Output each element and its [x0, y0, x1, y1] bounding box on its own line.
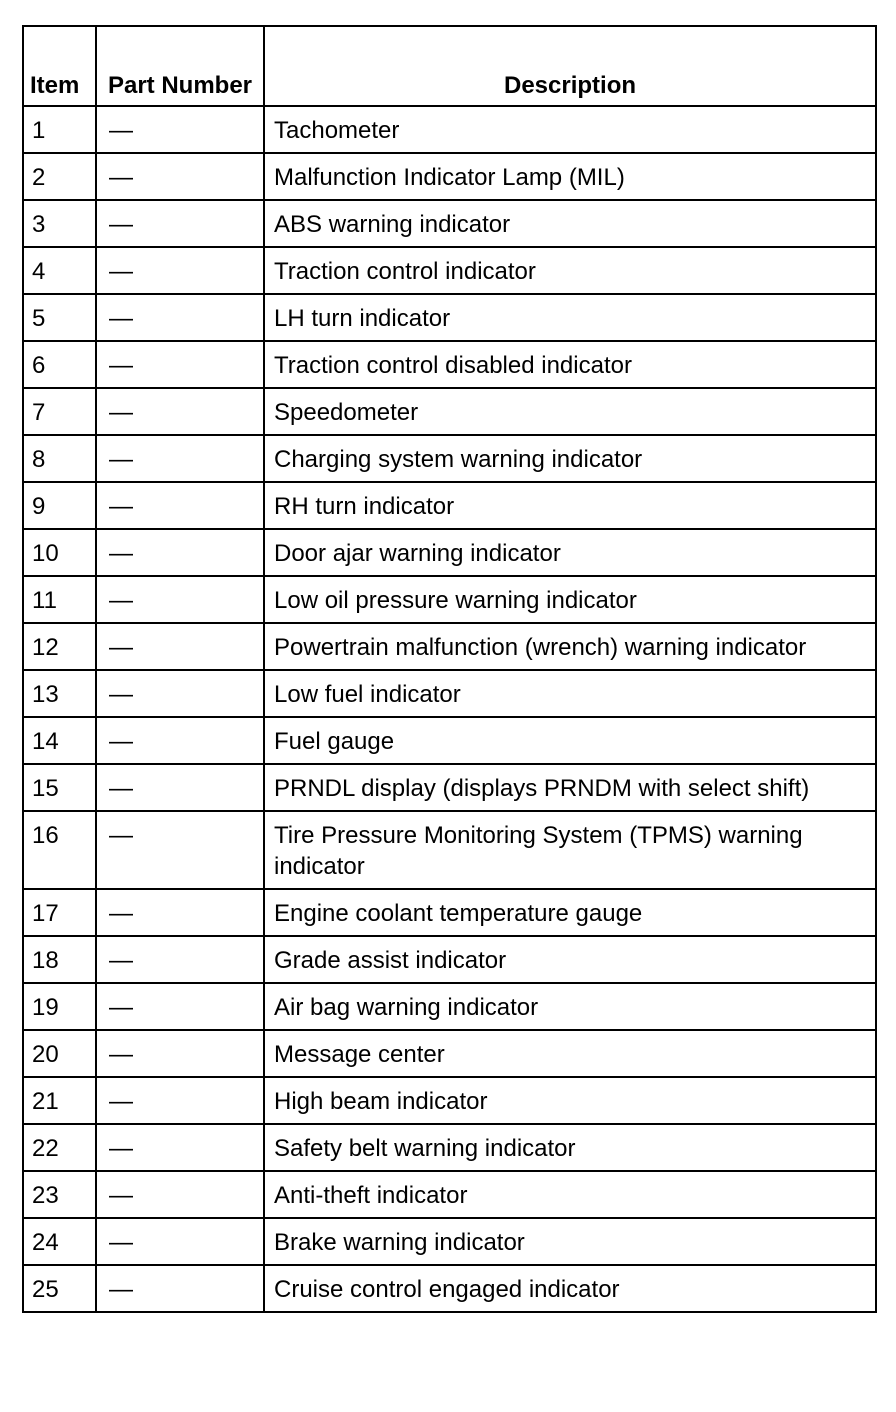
table-row	[23, 106, 876, 153]
description: Traction control disabled indicator	[264, 341, 876, 388]
table-row	[23, 1030, 876, 1077]
table-body	[23, 106, 876, 1312]
item-number: 5	[23, 294, 96, 341]
description: Low fuel indicator	[264, 670, 876, 717]
table-row	[23, 1218, 876, 1265]
item-number: 6	[23, 341, 96, 388]
part-number: —	[96, 1171, 264, 1218]
table-row	[23, 341, 876, 388]
item-number: 25	[23, 1265, 96, 1312]
table-row	[23, 936, 876, 983]
description: High beam indicator	[264, 1077, 876, 1124]
part-number: —	[96, 529, 264, 576]
description: Air bag warning indicator	[264, 983, 876, 1030]
table-row	[23, 482, 876, 529]
table-header-row	[23, 26, 876, 106]
item-number: 14	[23, 717, 96, 764]
table-row	[23, 294, 876, 341]
description: Door ajar warning indicator	[264, 529, 876, 576]
item-number: 19	[23, 983, 96, 1030]
description: Grade assist indicator	[264, 936, 876, 983]
description: Speedometer	[264, 388, 876, 435]
item-number: 23	[23, 1171, 96, 1218]
part-number: —	[96, 1077, 264, 1124]
part-number: —	[96, 106, 264, 153]
part-number: —	[96, 576, 264, 623]
item-number: 12	[23, 623, 96, 670]
item-number: 11	[23, 576, 96, 623]
part-number: —	[96, 388, 264, 435]
part-number: —	[96, 247, 264, 294]
part-number: —	[96, 670, 264, 717]
item-number: 22	[23, 1124, 96, 1171]
description: Low oil pressure warning indicator	[264, 576, 876, 623]
part-number: —	[96, 153, 264, 200]
table-row	[23, 1265, 876, 1312]
part-number: —	[96, 1218, 264, 1265]
table-row	[23, 1171, 876, 1218]
item-number: 9	[23, 482, 96, 529]
table-row	[23, 247, 876, 294]
part-number: —	[96, 811, 264, 889]
parts-table-container	[22, 25, 875, 1313]
description: Malfunction Indicator Lamp (MIL)	[264, 153, 876, 200]
part-number: —	[96, 717, 264, 764]
table-row	[23, 717, 876, 764]
description: Cruise control engaged indicator	[264, 1265, 876, 1312]
part-number: —	[96, 294, 264, 341]
item-number: 4	[23, 247, 96, 294]
description: Powertrain malfunction (wrench) warning indicator	[264, 623, 876, 670]
item-number: 16	[23, 811, 96, 889]
table-row	[23, 764, 876, 811]
table-row	[23, 811, 876, 889]
table-row	[23, 388, 876, 435]
part-number: —	[96, 983, 264, 1030]
item-number: 7	[23, 388, 96, 435]
table-row	[23, 1077, 876, 1124]
part-number: —	[96, 341, 264, 388]
table-row	[23, 1124, 876, 1171]
item-number: 3	[23, 200, 96, 247]
parts-table	[22, 25, 877, 1313]
table-row	[23, 576, 876, 623]
table-row	[23, 983, 876, 1030]
item-number: 21	[23, 1077, 96, 1124]
item-number: 2	[23, 153, 96, 200]
table-row	[23, 435, 876, 482]
header-item: Item	[23, 26, 96, 106]
part-number: —	[96, 1265, 264, 1312]
item-number: 20	[23, 1030, 96, 1077]
header-description: Description	[264, 26, 876, 106]
item-number: 24	[23, 1218, 96, 1265]
description: Safety belt warning indicator	[264, 1124, 876, 1171]
part-number: —	[96, 623, 264, 670]
description: Anti-theft indicator	[264, 1171, 876, 1218]
description: Tire Pressure Monitoring System (TPMS) warning indicator	[264, 811, 876, 889]
description: Traction control indicator	[264, 247, 876, 294]
table-row	[23, 623, 876, 670]
part-number: —	[96, 1124, 264, 1171]
table-row	[23, 889, 876, 936]
item-number: 13	[23, 670, 96, 717]
part-number: —	[96, 435, 264, 482]
table-row	[23, 153, 876, 200]
part-number: —	[96, 200, 264, 247]
description: Tachometer	[264, 106, 876, 153]
description: Charging system warning indicator	[264, 435, 876, 482]
description: Fuel gauge	[264, 717, 876, 764]
table-row	[23, 200, 876, 247]
description: RH turn indicator	[264, 482, 876, 529]
item-number: 10	[23, 529, 96, 576]
description: ABS warning indicator	[264, 200, 876, 247]
description: Engine coolant temperature gauge	[264, 889, 876, 936]
item-number: 18	[23, 936, 96, 983]
part-number: —	[96, 1030, 264, 1077]
item-number: 8	[23, 435, 96, 482]
description: Brake warning indicator	[264, 1218, 876, 1265]
description: LH turn indicator	[264, 294, 876, 341]
part-number: —	[96, 936, 264, 983]
part-number: —	[96, 764, 264, 811]
description: PRNDL display (displays PRNDM with select shift)	[264, 764, 876, 811]
table-row	[23, 670, 876, 717]
description: Message center	[264, 1030, 876, 1077]
table-row	[23, 529, 876, 576]
part-number: —	[96, 889, 264, 936]
item-number: 17	[23, 889, 96, 936]
item-number: 15	[23, 764, 96, 811]
header-part-number: Part Number	[96, 26, 264, 106]
item-number: 1	[23, 106, 96, 153]
part-number: —	[96, 482, 264, 529]
